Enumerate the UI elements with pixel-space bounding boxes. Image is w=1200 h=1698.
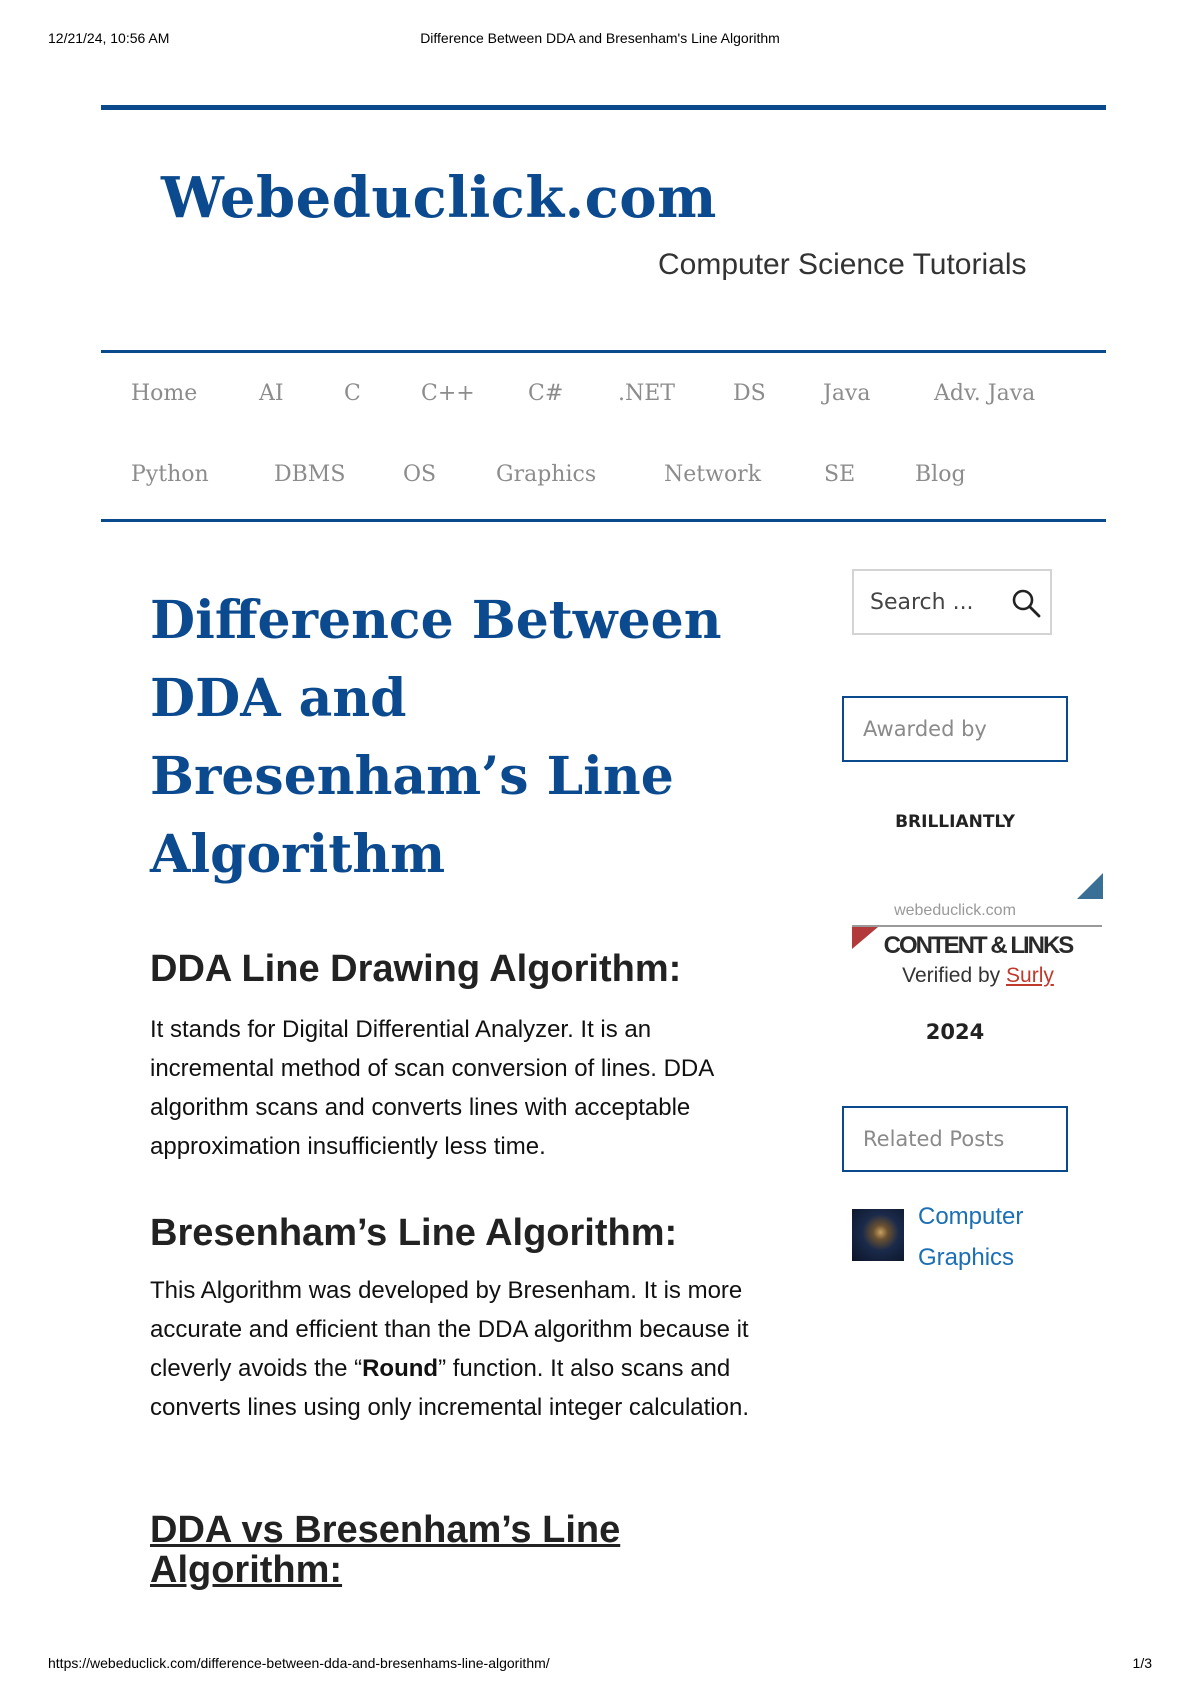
badge-site-name: webeduclick.com — [894, 902, 1016, 919]
header-top-rule — [101, 105, 1106, 110]
nav-item-blog[interactable]: Blog — [915, 462, 966, 487]
badge-label: CONTENT & LINKS — [883, 932, 1073, 959]
nav-item-graphics[interactable]: Graphics — [496, 462, 597, 487]
nav-item-se[interactable]: SE — [824, 462, 856, 487]
print-url: https://webeduclick.com/difference-between-dda-and-bresenhams-line-algorithm/ — [48, 1655, 550, 1671]
section-heading-comparison-link[interactable]: DDA vs Bresenham’s Line Algorithm: — [150, 1509, 621, 1591]
nav-item-home[interactable]: Home — [131, 381, 198, 406]
search-form — [852, 569, 1052, 635]
search-icon[interactable] — [1010, 587, 1042, 619]
print-page-number: 1/3 — [1132, 1655, 1152, 1671]
related-posts-title: Related Posts — [842, 1106, 1068, 1172]
nav-item-os[interactable]: OS — [403, 462, 437, 487]
badge-verified-line — [850, 964, 1106, 988]
round-keyword: Round — [362, 1355, 439, 1382]
search-input[interactable] — [870, 585, 1000, 619]
nav-item-dotnet[interactable]: .NET — [618, 381, 675, 406]
nav-item-c[interactable]: C — [344, 381, 361, 406]
nav-item-dbms[interactable]: DBMS — [274, 462, 346, 487]
section-body-dda: It stands for Digital Differential Analyzer. It is an incremental method of scan conversion of lines. DDA algorithm scans and converts lines with acceptable approximation insufficiently less time. — [150, 1016, 713, 1160]
nav-item-ds[interactable]: DS — [733, 381, 766, 406]
badge-divider — [852, 925, 1102, 927]
print-datetime: 12/21/24, 10:56 AM — [48, 30, 170, 46]
article-title: Difference Between DDA and Bresenham’s Line Algorithm — [150, 590, 722, 885]
print-header — [0, 30, 1200, 50]
awarded-widget-title: Awarded by — [842, 696, 1068, 762]
section-heading-dda: DDA Line Drawing Algorithm: — [150, 948, 682, 990]
nav-item-ai[interactable]: AI — [259, 381, 284, 406]
nav-bottom-rule — [101, 519, 1106, 522]
print-page-title: Difference Between DDA and Bresenham's Line Algorithm — [420, 30, 780, 46]
nav-item-network[interactable]: Network — [664, 462, 762, 487]
body-text-part: ” function. It also scans and converts lines using only incremental integer calculation. — [150, 1355, 749, 1421]
related-post-thumbnail[interactable] — [852, 1209, 904, 1261]
badge-corner-decoration — [1077, 873, 1103, 899]
badge-year: 2024 — [925, 1020, 985, 1044]
site-title-link[interactable]: Webeduclick.com — [161, 165, 717, 231]
body-text-part: This Algorithm was developed by Bresenham. It is more accurate and efficient than the DDA algorithm because it cleverly avoids the “ — [150, 1277, 749, 1382]
badge-top-word: BRILLIANTLY — [895, 812, 1015, 832]
site-tagline: Computer Science Tutorials — [658, 248, 1027, 281]
section-body-bresenham — [150, 1271, 770, 1427]
related-post-link[interactable]: Computer Graphics — [918, 1203, 1024, 1271]
nav-item-cpp[interactable]: C++ — [421, 381, 475, 406]
badge-verified-prefix: Verified by — [902, 964, 1007, 987]
nav-item-java[interactable]: Java — [823, 381, 871, 406]
nav-item-csharp[interactable]: C# — [528, 381, 564, 406]
surly-link[interactable]: Surly — [1006, 964, 1054, 987]
nav-top-rule — [101, 350, 1106, 353]
nav-item-python[interactable]: Python — [131, 462, 209, 487]
nav-item-adv-java[interactable]: Adv. Java — [934, 381, 1036, 406]
section-heading-bresenham: Bresenham’s Line Algorithm: — [150, 1212, 678, 1254]
